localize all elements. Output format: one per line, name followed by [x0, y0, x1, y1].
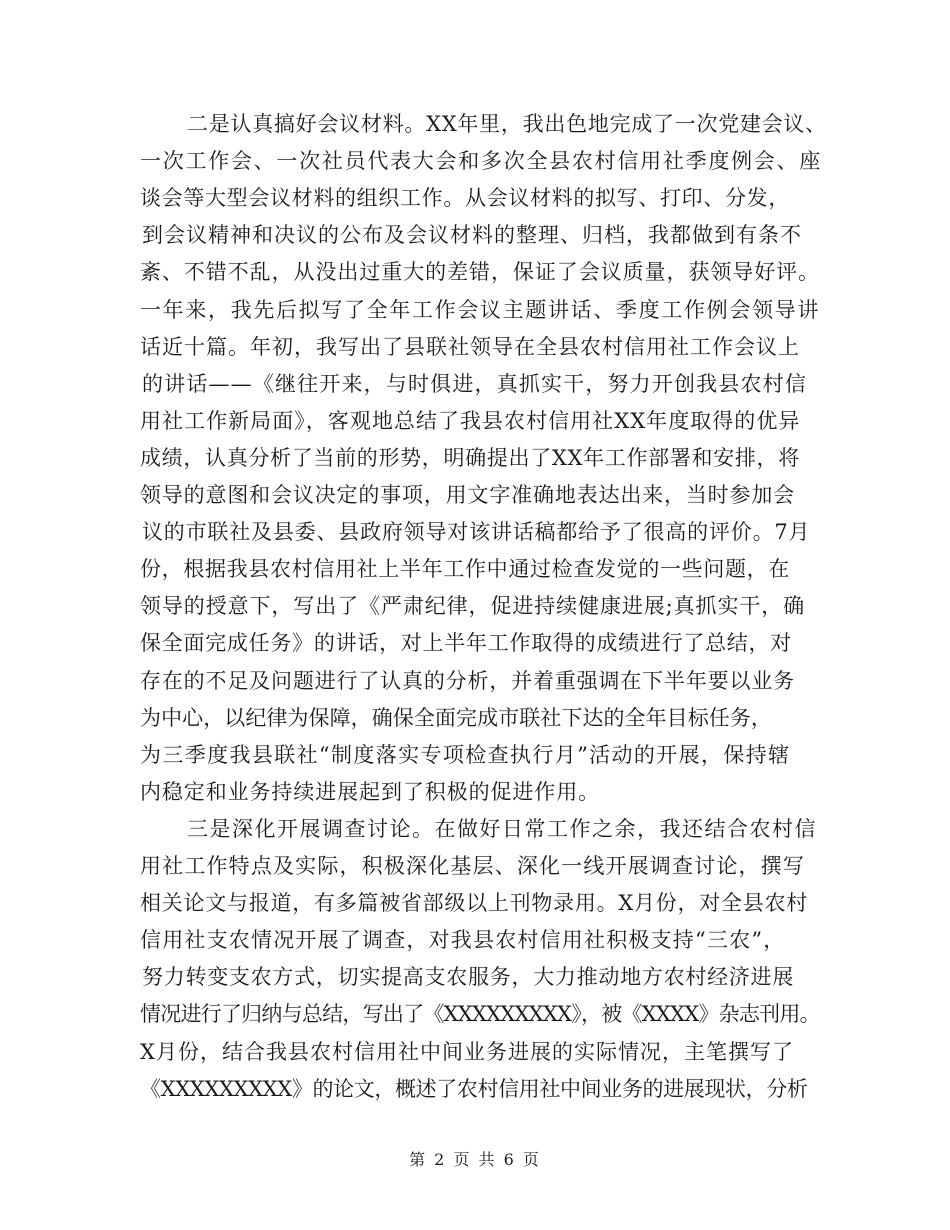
- text-line: 话近十篇。年初，我写出了县联社领导在全县农村信用社工作会议上: [140, 334, 800, 359]
- text-line: 到会议精神和决议的公布及会议材料的整理、归档，我都做到有条不: [142, 223, 802, 248]
- text-line: 紊、不错不乱，从没出过重大的差错，保证了会议质量，获领导好评。: [140, 260, 820, 285]
- text-line: 成绩，认真分析了当前的形势，明确提出了XX年工作部署和安排，将: [140, 445, 800, 470]
- text-line: 保全面完成任务》的讲话，对上半年工作取得的成绩进行了总结，对: [140, 631, 792, 656]
- text-line: 议的市联社及县委、县政府领导对该讲话稿都给予了很高的评价。7月: [142, 520, 811, 545]
- text-line: 领导的授意下，写出了《严肃纪律，促进持续健康进展;真抓实干，确: [140, 594, 806, 619]
- text-line: 三是深化开展调查讨论。在做好日常工作之余，我还结合农村信: [187, 816, 817, 841]
- text-line: 内稳定和业务持续进展起到了积极的促进作用。: [140, 779, 600, 804]
- text-line: 谈会等大型会议材料的组织工作。从会议材料的拟写、打印、分发，: [140, 186, 790, 211]
- text-line: 的讲话——《继往开来，与时俱进，真抓实干，努力开创我县农村信: [142, 371, 807, 396]
- text-line: 《XXXXXXXXX》的论文，概述了农村信用社中间业务的进展现状，分析: [140, 1076, 808, 1101]
- text-line: 信用社支农情况开展了调查，对我县农村信用社积极支持“三农”，: [140, 928, 786, 953]
- text-line: 领导的意图和会议决定的事项，用文字准确地表达出来，当时参加会: [140, 483, 795, 507]
- text-line: 一次工作会、一次社员代表大会和多次全县农村信用社季度例会、座: [140, 149, 822, 174]
- text-line: 用社工作新局面》，客观地总结了我县农村信用社XX年度取得的优异: [140, 408, 801, 433]
- text-line: 一年来，我先后拟写了全年工作会议主题讲话、季度工作例会领导讲: [140, 297, 820, 322]
- text-line: 为中心，以纪律为保障，确保全面完成市联社下达的全年目标任务，: [140, 705, 772, 730]
- text-line: 份，根据我县农村信用社上半年工作中通过检查发觉的一些问题，在: [140, 557, 790, 582]
- text-line: 存在的不足及问题进行了认真的分析，并着重强调在下半年要以业务: [140, 668, 795, 693]
- text-line: 用社工作特点及实际，积极深化基层、深化一线开展调查讨论，撰写: [140, 854, 805, 878]
- text-line: 二是认真搞好会议材料。XX年里，我出色地完成了一次党建会议、: [187, 112, 827, 136]
- text-line: 努力转变支农方式，切实提高支农服务，大力推动地方农村经济进展: [142, 965, 794, 990]
- text-line: 相关论文与报道，有多篇被省部级以上刊物录用。X月份，对全县农村: [140, 891, 808, 916]
- text-line: X月份，结合我县农村信用社中间业务进展的实际情况，主笔撰写了: [140, 1039, 794, 1064]
- page-number: 第 2 页 共 6 页: [409, 1150, 541, 1169]
- text-line: 情况进行了归纳与总结，写出了《XXXXXXXXX》，被《XXXX》杂志刊用。: [140, 1002, 820, 1027]
- text-line: 为三季度我县联社“制度落实专项检查执行月”活动的开展，保持辖: [140, 742, 791, 767]
